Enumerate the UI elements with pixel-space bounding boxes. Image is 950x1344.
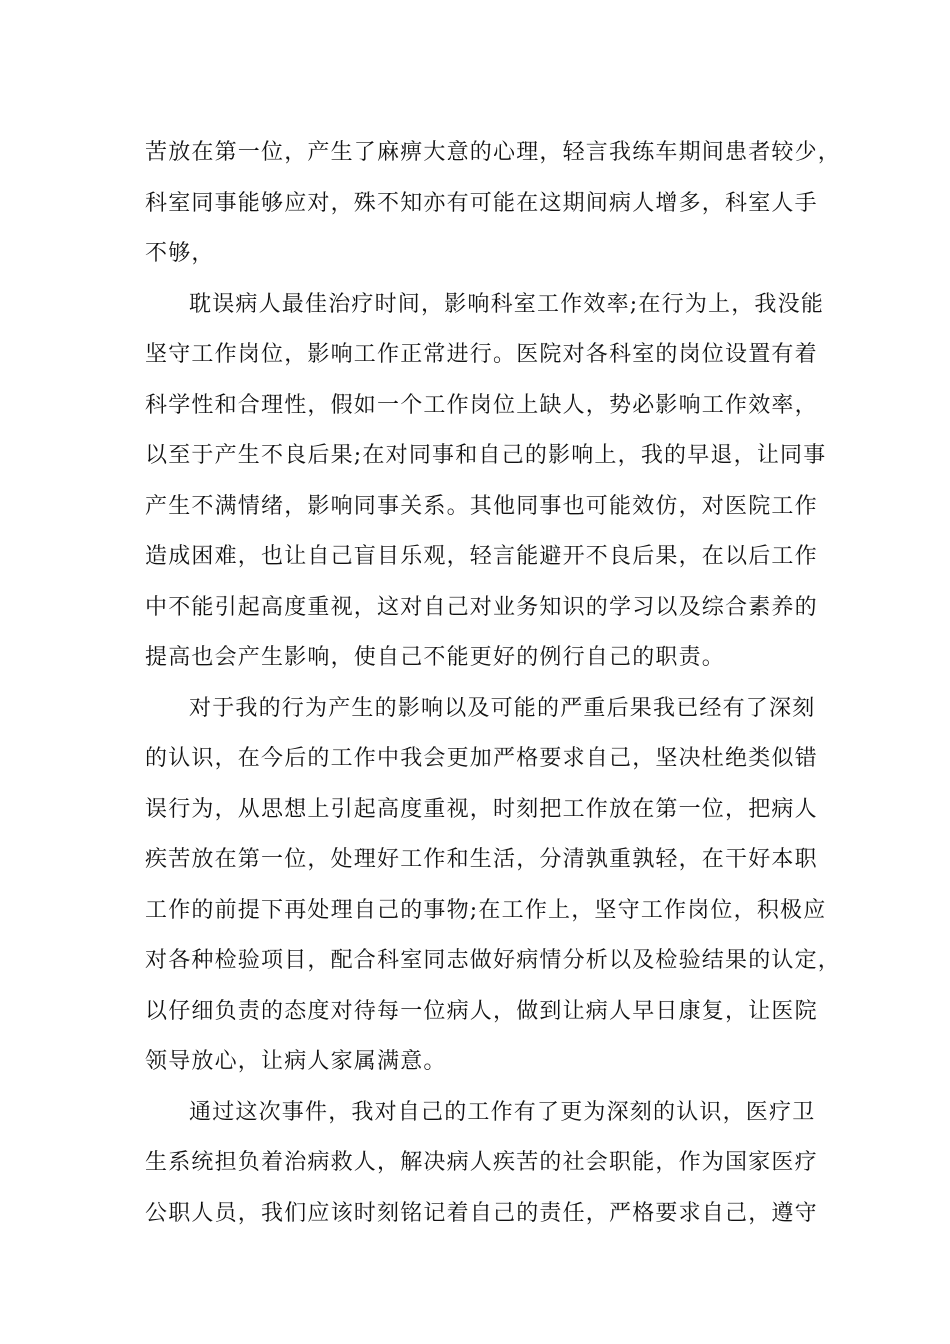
text-line-20: 通过这次事件，我对自己的工作有了更为深刻的认识，医疗卫 xyxy=(189,1099,816,1125)
text-line-22: 公职人员，我们应该时刻铭记着自己的责任，严格要求自己，遵守 xyxy=(145,1200,818,1226)
text-line-1: 苦放在第一位，产生了麻痹大意的心理，轻言我练车期间患者较少， xyxy=(145,140,842,165)
text-line-19: 领导放心，让病人家属满意。 xyxy=(145,1049,447,1074)
text-line-16: 工作的前提下再处理自己的事物;在工作上，坚守工作岗位，积极应 xyxy=(145,897,827,923)
text-line-17: 对各种检验项目，配合科室同志做好病情分析以及检验结果的认定， xyxy=(145,948,842,973)
text-line-8: 产生不满情绪，影响同事关系。其他同事也可能效仿，对医院工作 xyxy=(145,493,818,519)
text-line-18: 以仔细负责的态度对待每一位病人，做到让病人早日康复，让医院 xyxy=(145,998,818,1024)
text-line-13: 的认识，在今后的工作中我会更加严格要求自己，坚决杜绝类似错 xyxy=(145,746,818,771)
text-line-11: 提高也会产生影响，使自己不能更好的例行自己的职责。 xyxy=(145,645,726,670)
text-line-9: 造成困难，也让自己盲目乐观，轻言能避开不良后果，在以后工作 xyxy=(145,544,818,569)
text-line-2: 科室同事能够应对，殊不知亦有可能在这期间病人增多，科室人手 xyxy=(145,190,818,216)
text-line-12: 对于我的行为产生的影响以及可能的严重后果我已经有了深刻 xyxy=(189,695,816,721)
text-line-21: 生系统担负着治病救人，解决病人疾苦的社会职能，作为国家医疗 xyxy=(145,1150,818,1175)
text-line-7: 以至于产生不良后果;在对同事和自己的影响上，我的早退，让同事 xyxy=(145,443,827,468)
text-line-10: 中不能引起高度重视，这对自己对业务知识的学习以及综合素养的 xyxy=(145,594,818,620)
text-line-15: 疾苦放在第一位，处理好工作和生活，分清孰重孰轻，在干好本职 xyxy=(145,847,818,872)
document-body xyxy=(145,128,842,1239)
text-line-4: 耽误病人最佳治疗时间，影响科室工作效率;在行为上，我没能 xyxy=(189,291,825,317)
text-line-14: 误行为，从思想上引起高度重视，时刻把工作放在第一位，把病人 xyxy=(145,796,818,822)
text-line-5: 坚守工作岗位，影响工作正常进行。医院对各科室的岗位设置有着 xyxy=(145,342,818,367)
text-line-3: 不够， xyxy=(145,241,215,266)
text-line-6: 科学性和合理性，假如一个工作岗位上缺人，势必影响工作效率， xyxy=(145,392,818,418)
